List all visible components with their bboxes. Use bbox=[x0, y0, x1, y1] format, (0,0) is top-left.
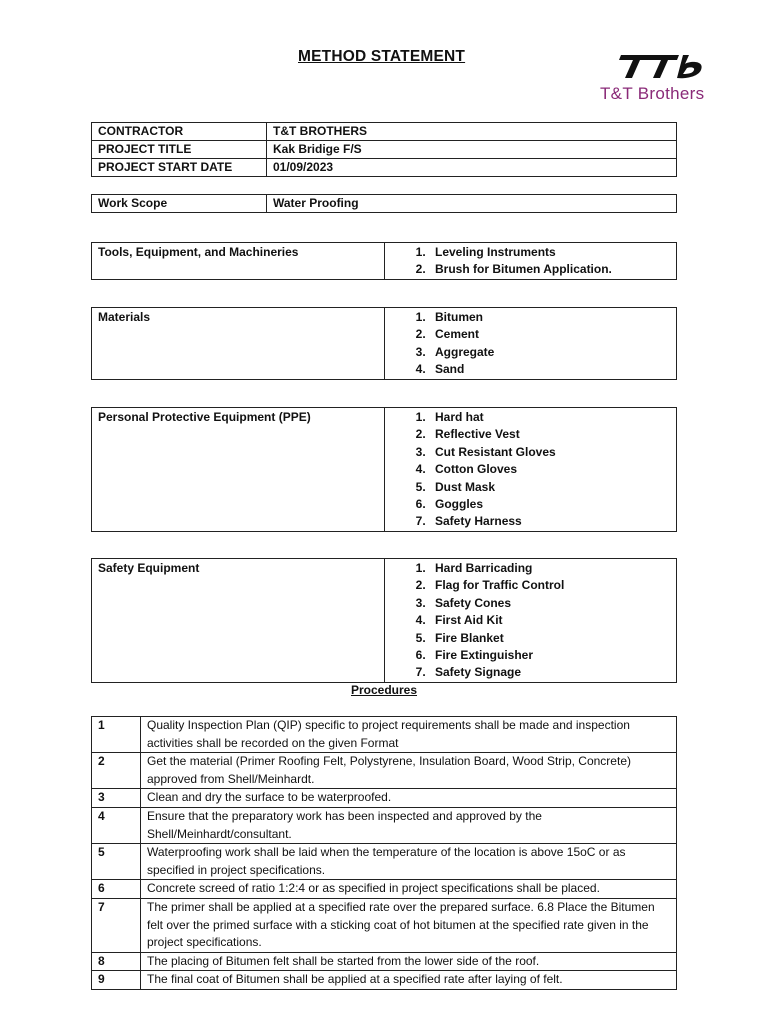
procedure-number: 1 bbox=[92, 717, 141, 753]
list-item: 3. Cut Resistant Gloves bbox=[429, 444, 676, 461]
table-row bbox=[92, 753, 677, 789]
work-scope-value: Water Proofing bbox=[267, 195, 677, 213]
list-item: 4. Cotton Gloves bbox=[429, 461, 676, 478]
list-item: 1. Bitumen bbox=[429, 309, 676, 326]
materials-table bbox=[91, 307, 677, 380]
list-item: 1. Hard hat bbox=[429, 409, 676, 426]
procedures-heading: Procedures bbox=[350, 683, 418, 697]
ttb-logo-mark-icon bbox=[613, 52, 709, 82]
list-item: 1. Hard Barricading bbox=[429, 560, 676, 577]
procedure-number: 6 bbox=[92, 880, 141, 899]
work-scope-table bbox=[91, 194, 677, 213]
ppe-label: Personal Protective Equipment (PPE) bbox=[92, 408, 385, 532]
list-item: 5. Fire Blanket bbox=[429, 630, 676, 647]
project-info-table bbox=[91, 122, 677, 177]
materials-list bbox=[385, 309, 676, 379]
table-row bbox=[92, 195, 677, 213]
table-row bbox=[92, 243, 677, 280]
info-key: CONTRACTOR bbox=[92, 123, 267, 141]
table-row bbox=[92, 807, 677, 843]
info-value: T&T BROTHERS bbox=[267, 123, 677, 141]
procedure-text: Ensure that the preparatory work has been inspected and approved by the Shell/Meinhardt/consultant. bbox=[141, 807, 677, 843]
logo-company-name: T&T Brothers bbox=[600, 84, 705, 103]
ppe-list bbox=[385, 409, 676, 531]
info-value: Kak Bridige F/S bbox=[267, 141, 677, 159]
safety-equipment-table bbox=[91, 558, 677, 683]
list-item: 3. Aggregate bbox=[429, 344, 676, 361]
procedure-text: Concrete screed of ratio 1:2:4 or as specified in project specifications shall be placed. bbox=[141, 880, 677, 899]
procedure-number: 3 bbox=[92, 789, 141, 808]
list-item: 7. Safety Harness bbox=[429, 513, 676, 530]
work-scope-key: Work Scope bbox=[92, 195, 267, 213]
table-row bbox=[92, 789, 677, 808]
procedure-text: The placing of Bitumen felt shall be started from the lower side of the roof. bbox=[141, 952, 677, 971]
table-row bbox=[92, 971, 677, 990]
table-row bbox=[92, 844, 677, 880]
procedure-text: The primer shall be applied at a specified rate over the prepared surface. 6.8 Place the Bitumen felt over the primed surface with a sticking coat of hot bitumen at the specified rate given in the project specifications. bbox=[141, 898, 677, 952]
materials-label: Materials bbox=[92, 308, 385, 380]
procedures-table bbox=[91, 716, 677, 990]
safety-equipment-label: Safety Equipment bbox=[92, 559, 385, 683]
procedure-number: 4 bbox=[92, 807, 141, 843]
procedure-text: Clean and dry the surface to be waterproofed. bbox=[141, 789, 677, 808]
procedure-number: 5 bbox=[92, 844, 141, 880]
procedure-text: Waterproofing work shall be laid when the temperature of the location is above 15oC or as specified in project specifications. bbox=[141, 844, 677, 880]
procedure-text: The final coat of Bitumen shall be applied at a specified rate after laying of felt. bbox=[141, 971, 677, 990]
table-row bbox=[92, 898, 677, 952]
table-row bbox=[92, 308, 677, 380]
info-key: PROJECT TITLE bbox=[92, 141, 267, 159]
materials-list-cell bbox=[385, 308, 677, 380]
ppe-table bbox=[91, 407, 677, 532]
table-row bbox=[92, 880, 677, 899]
table-row bbox=[92, 159, 677, 177]
list-item: 2. Reflective Vest bbox=[429, 426, 676, 443]
tools-list-cell bbox=[385, 243, 677, 280]
safety-equipment-list bbox=[385, 560, 676, 682]
procedure-text: Quality Inspection Plan (QIP) specific to project requirements shall be made and inspection activities shall be recorded on the given Format bbox=[141, 717, 677, 753]
table-row bbox=[92, 123, 677, 141]
procedure-number: 2 bbox=[92, 753, 141, 789]
procedure-number: 7 bbox=[92, 898, 141, 952]
list-item: 1. Leveling Instruments bbox=[429, 244, 676, 261]
procedure-number: 9 bbox=[92, 971, 141, 990]
tools-table bbox=[91, 242, 677, 280]
list-item: 3. Safety Cones bbox=[429, 595, 676, 612]
table-row bbox=[92, 141, 677, 159]
list-item: 6. Goggles bbox=[429, 496, 676, 513]
list-item: 2. Flag for Traffic Control bbox=[429, 577, 676, 594]
list-item: 4. First Aid Kit bbox=[429, 612, 676, 629]
list-item: 2. Brush for Bitumen Application. bbox=[429, 261, 676, 278]
ppe-list-cell bbox=[385, 408, 677, 532]
list-item: 5. Dust Mask bbox=[429, 479, 676, 496]
table-row bbox=[92, 717, 677, 753]
table-row bbox=[92, 559, 677, 683]
list-item: 7. Safety Signage bbox=[429, 664, 676, 681]
safety-list-cell bbox=[385, 559, 677, 683]
table-row bbox=[92, 408, 677, 532]
info-value: 01/09/2023 bbox=[267, 159, 677, 177]
procedure-number: 8 bbox=[92, 952, 141, 971]
list-item: 6. Fire Extinguisher bbox=[429, 647, 676, 664]
company-logo bbox=[597, 50, 727, 108]
procedure-text: Get the material (Primer Roofing Felt, Polystyrene, Insulation Board, Wood Strip, Concrete) approved from Shell/Meinhardt. bbox=[141, 753, 677, 789]
list-item: 4. Sand bbox=[429, 361, 676, 378]
tools-label: Tools, Equipment, and Machineries bbox=[92, 243, 385, 280]
table-row bbox=[92, 952, 677, 971]
list-item: 2. Cement bbox=[429, 326, 676, 343]
document-title: METHOD STATEMENT bbox=[298, 48, 466, 65]
tools-list bbox=[385, 244, 676, 279]
info-key: PROJECT START DATE bbox=[92, 159, 267, 177]
